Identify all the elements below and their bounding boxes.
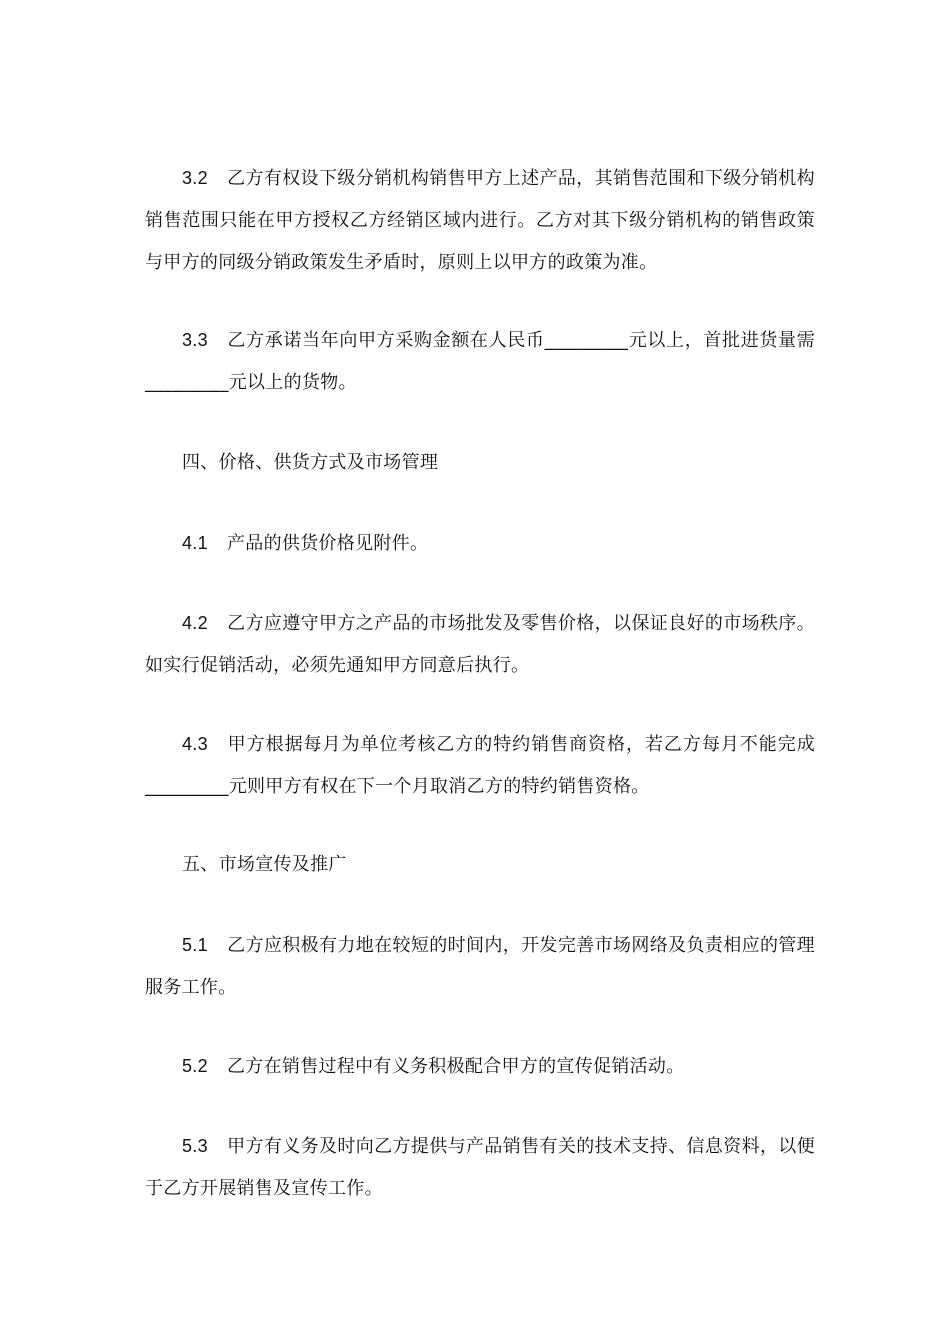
section-heading-text: 五、市场宣传及推广 — [182, 854, 347, 875]
clause-text: 甲方根据每月为单位考核乙方的特约销售商资格，若乙方每月不能完成_________元则甲方有权在下一个月取消乙方的特约销售资格。 — [145, 734, 815, 797]
clause-3-2 — [145, 157, 815, 284]
clause-4-2 — [145, 602, 815, 687]
clause-4-1 — [145, 522, 815, 565]
clause-number: 4.1 — [182, 533, 208, 553]
clause-text: 乙方承诺当年向甲方采购金额在人民币_________元以上，首批进货量需_________元以上的货物。 — [145, 330, 815, 393]
clause-5-3 — [145, 1125, 815, 1210]
clause-text: 产品的供货价格见附件。 — [227, 533, 429, 554]
clause-number: 3.2 — [182, 168, 208, 188]
clause-number: 3.3 — [182, 330, 208, 350]
clause-number: 4.3 — [182, 734, 208, 754]
clause-number: 4.2 — [182, 613, 208, 633]
clause-5-2 — [145, 1045, 815, 1088]
clause-4-3 — [145, 723, 815, 808]
clause-number: 5.2 — [182, 1056, 208, 1076]
clause-number: 5.3 — [182, 1136, 208, 1156]
section-heading-4 — [145, 442, 815, 484]
clause-text: 乙方应积极有力地在较短的时间内，开发完善市场网络及负责相应的管理服务工作。 — [145, 935, 815, 998]
clause-3-3 — [145, 319, 815, 404]
clause-text: 乙方有权设下级分销机构销售甲方上述产品，其销售范围和下级分销机构销售范围只能在甲方授权乙方经销区域内进行。乙方对其下级分销机构的销售政策与甲方的同级分销政策发生矛盾时，原则上以甲方的政策为准。 — [145, 168, 815, 273]
clause-text: 甲方有义务及时向乙方提供与产品销售有关的技术支持、信息资料，以便于乙方开展销售及宣传工作。 — [145, 1136, 815, 1199]
section-heading-5 — [145, 844, 815, 886]
clause-text: 乙方在销售过程中有义务积极配合甲方的宣传促销活动。 — [227, 1056, 685, 1077]
clause-5-1 — [145, 924, 815, 1009]
clause-text: 乙方应遵守甲方之产品的市场批发及零售价格，以保证良好的市场秩序。如实行促销活动，必须先通知甲方同意后执行。 — [145, 613, 815, 676]
section-heading-text: 四、价格、供货方式及市场管理 — [182, 452, 439, 473]
clause-number: 5.1 — [182, 935, 208, 955]
